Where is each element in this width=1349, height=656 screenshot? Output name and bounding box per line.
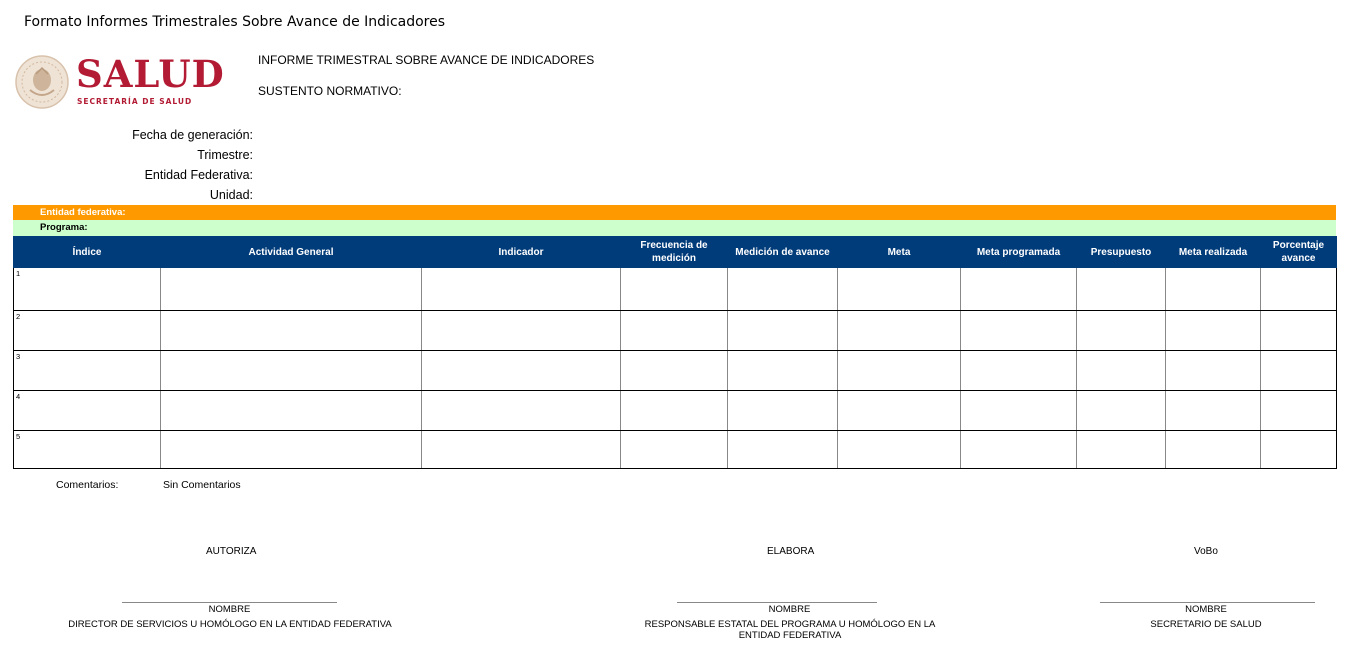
col-header-frecuencia: Frecuencia de medición <box>621 236 728 268</box>
row-index: 5 <box>14 430 161 468</box>
comments-label: Comentarios: <box>56 479 119 491</box>
report-title: INFORME TRIMESTRAL SOBRE AVANCE DE INDICADORES <box>258 53 595 67</box>
autoriza-name: NOMBRE <box>208 604 251 615</box>
table-row <box>14 390 1337 430</box>
salud-logo <box>14 52 225 114</box>
col-header-medicion: Medición de avance <box>728 236 838 268</box>
logo-brand: SALUD <box>76 52 225 96</box>
meta-trimestre: Trimestre: <box>197 148 253 162</box>
table-row <box>14 350 1337 390</box>
meta-entidad: Entidad Federativa: <box>144 168 253 182</box>
autoriza-signature-line <box>122 602 337 603</box>
table-row <box>14 268 1337 310</box>
programa-bar: Programa: <box>13 220 1336 236</box>
autoriza-title: DIRECTOR DE SERVICIOS U HOMÓLOGO EN LA ENTIDAD FEDERATIVA <box>68 619 392 630</box>
national-seal-icon <box>14 54 70 110</box>
col-header-meta: Meta <box>838 236 961 268</box>
sustento-normativo: SUSTENTO NORMATIVO: <box>258 84 402 98</box>
page-heading: Formato Informes Trimestrales Sobre Avance de Indicadores <box>24 14 446 30</box>
vobo-signature-line <box>1100 602 1315 603</box>
elabora-signature-line <box>677 602 877 603</box>
comments-value: Sin Comentarios <box>163 479 241 491</box>
logo-subtitle: SECRETARÍA DE SALUD <box>77 97 193 106</box>
col-header-meta-programada: Meta programada <box>961 236 1077 268</box>
indicators-table <box>13 236 1337 469</box>
meta-fecha: Fecha de generación: <box>132 128 253 142</box>
col-header-meta-realizada: Meta realizada <box>1166 236 1261 268</box>
row-index: 4 <box>14 390 161 430</box>
report-meta <box>60 127 253 207</box>
elabora-title: RESPONSABLE ESTATAL DEL PROGRAMA U HOMÓLOGO EN LA ENTIDAD FEDERATIVA <box>644 619 936 641</box>
col-header-presupuesto: Presupuesto <box>1077 236 1166 268</box>
vobo-label: VoBo <box>1194 546 1218 557</box>
entidad-bar: Entidad federativa: <box>13 205 1336 220</box>
row-index: 1 <box>14 268 161 310</box>
autoriza-label: AUTORIZA <box>206 546 257 557</box>
meta-unidad: Unidad: <box>209 188 253 202</box>
elabora-label: ELABORA <box>767 546 815 557</box>
col-header-indice: Índice <box>14 236 161 268</box>
row-index: 3 <box>14 350 161 390</box>
col-header-indicador: Indicador <box>422 236 621 268</box>
table-row <box>14 430 1337 468</box>
elabora-name: NOMBRE <box>768 604 811 615</box>
table-row <box>14 310 1337 350</box>
table-header-row <box>14 236 1337 268</box>
row-index: 2 <box>14 310 161 350</box>
col-header-porcentaje: Porcentaje avance <box>1261 236 1337 268</box>
col-header-actividad: Actividad General <box>161 236 422 268</box>
vobo-title: SECRETARIO DE SALUD <box>1150 619 1262 630</box>
vobo-name: NOMBRE <box>1185 604 1227 615</box>
